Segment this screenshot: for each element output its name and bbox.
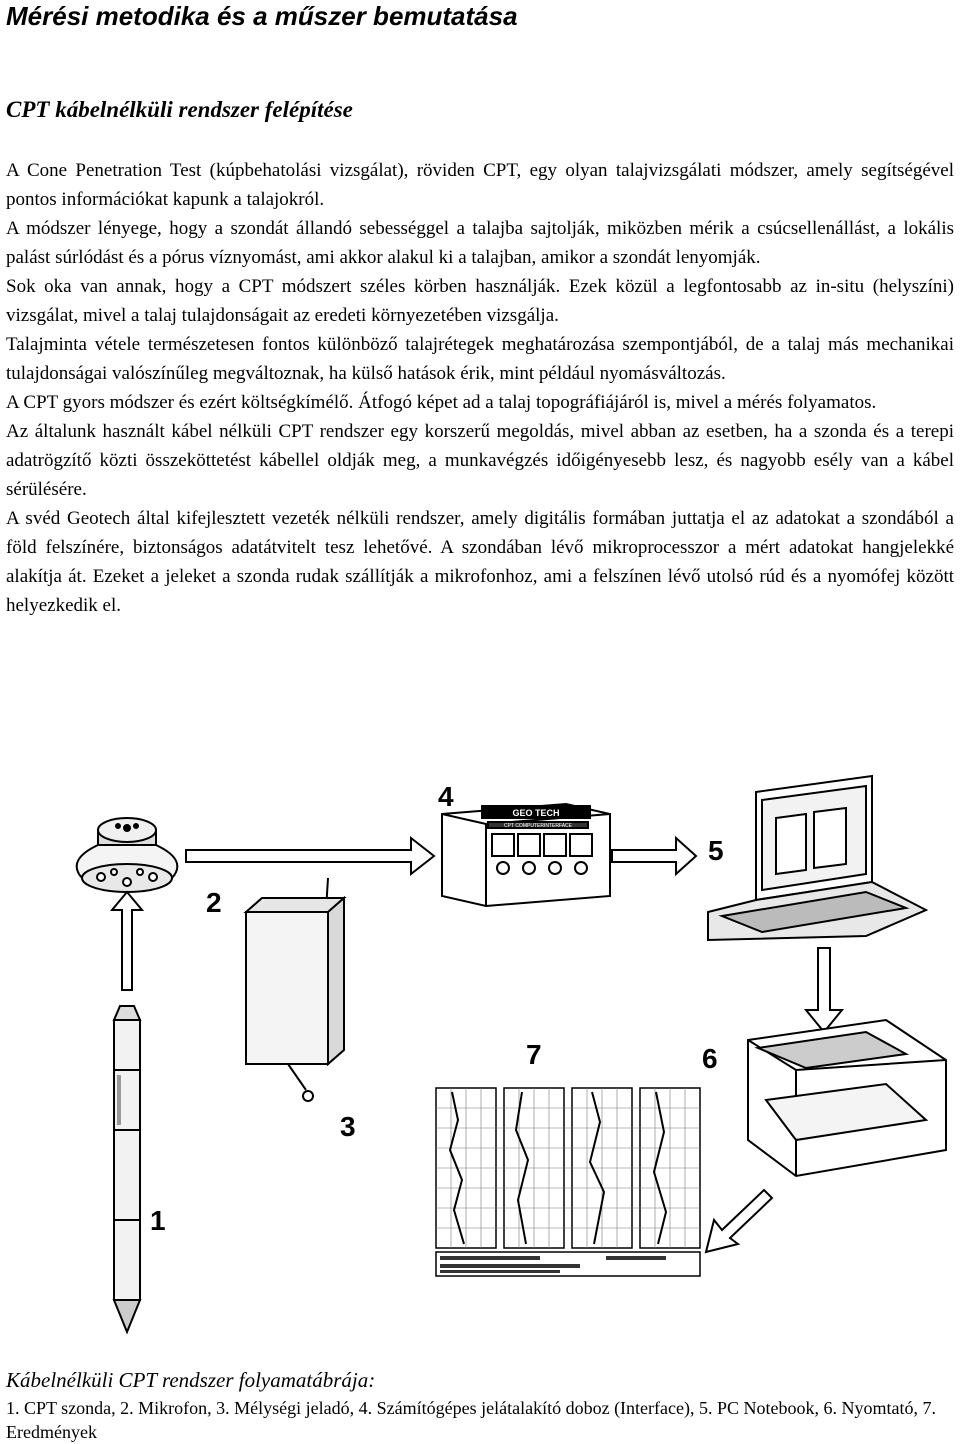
paragraph-cpt-intro: A Cone Penetration Test (kúpbehatolási vizsgálat), röviden CPT, egy olyan talajvizsgálati módszer, amely segítségével pontos információkat kapunk a talajokról. (6, 160, 954, 210)
body-text (6, 156, 954, 620)
label-6: 6 (702, 1043, 718, 1074)
notebook-illustration (708, 776, 926, 940)
label-4: 4 (438, 781, 454, 812)
interface-brand-label: GEO TECH (512, 808, 560, 818)
section-heading: CPT kábelnélküli rendszer felépítése (6, 97, 353, 122)
printer-illustration (748, 1020, 946, 1176)
microphone-illustration (77, 818, 178, 892)
label-1: 1 (150, 1205, 166, 1236)
paragraph-method: A módszer lényege, hogy a szondát állandó sebességgel a talajba sajtolják, miközben mérik a csúcsellenállást, a lokális palást súrlódást és a pórus víznyomást, ami akkor alakul ki a talajban, amikor a szondát lenyomják. (6, 218, 954, 268)
depth-transmitter-illustration (246, 878, 344, 1101)
paragraph-geotech: A svéd Geotech által kifejlesztett vezeték nélküli rendszer, amely digitális formában juttatja el az adatokat a szondából a föld felszínére, biztonságos adatátvitelt tesz lehetővé. A szondában lévő mikroprocesszor a mért adatokat hangjelekké alakítja át. Ezeket a jeleket a szonda rudak szállítják a mikrofonhoz, ami a felszínen lévő utolsó rúd és a nyomófej között helyezkedik el. (6, 508, 954, 616)
label-5: 5 (708, 835, 724, 866)
cpt-probe-illustration (114, 1006, 140, 1332)
interface-box-illustration (442, 804, 610, 906)
paragraph-cost: A CPT gyors módszer és ezért költségkímélő. Átfogó képet ad a talaj topográfiájáról is, mivel a mérés folyamatos. (6, 392, 877, 413)
paragraph-cableless: Az általunk használt kábel nélküli CPT rendszer egy korszerű megoldás, mivel abban az esetben, ha a szonda és a terepi adatrögzítő közti összeköttetést kábellel oldják meg, a munkavégzés időigényesebb lesz, és nagyobb esély van a kábel sérülésére. (6, 421, 954, 500)
cpt-system-diagram (6, 770, 954, 1360)
page-heading: Mérési metodika és a műszer bemutatása (6, 1, 518, 31)
paragraph-sampling: Talajminta vétele természetesen fontos különböző talajrétegek meghatározása szempontjából, de a talaj más mechanikai tulajdonságai valószínűleg megváltoznak, ha külső hatások érik, mint például nyomásváltozás. (6, 334, 954, 384)
figure-caption-text: 1. CPT szonda, 2. Mikrofon, 3. Mélységi jeladó, 4. Számítógépes jelátalakító doboz (Interface), 5. PC Notebook, 6. Nyomtató, 7. Eredmények (6, 1398, 936, 1442)
interface-subtitle-label: CPT COMPUTERINTERFACE (504, 823, 572, 829)
label-2: 2 (206, 887, 222, 918)
results-sheets-illustration (436, 1088, 700, 1276)
label-3: 3 (340, 1111, 356, 1142)
figure-caption-title: Kábelnélküli CPT rendszer folyamatábrája: (6, 1368, 376, 1392)
label-7: 7 (526, 1039, 542, 1070)
paragraph-reasons: Sok oka van annak, hogy a CPT módszert széles körben használják. Ezek közül a legfontosabb az in-situ (helyszíni) vizsgálat, mivel a talaj tulajdonságait az eredeti környezetében vizsgálja. (6, 276, 954, 326)
